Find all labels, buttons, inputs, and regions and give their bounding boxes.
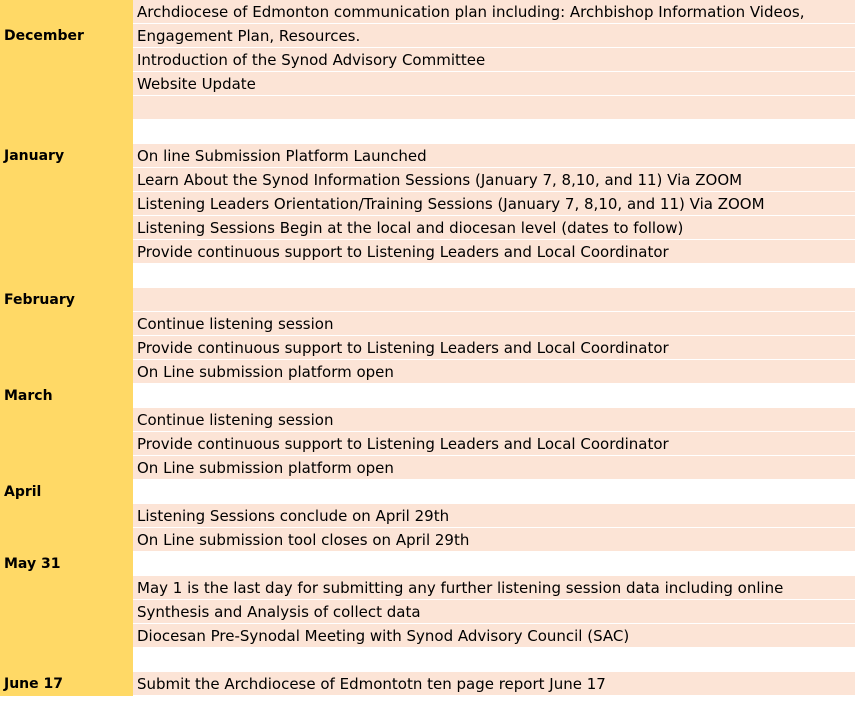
table-row bbox=[0, 456, 859, 480]
month-cell[interactable] bbox=[0, 600, 133, 624]
month-cell[interactable] bbox=[0, 336, 133, 360]
month-cell[interactable] bbox=[0, 96, 133, 120]
table-row bbox=[0, 528, 859, 552]
table-row bbox=[0, 72, 859, 96]
month-cell[interactable] bbox=[0, 216, 133, 240]
activity-text[interactable]: Provide continuous support to Listening Leaders and Local Coordinator bbox=[133, 240, 855, 264]
table-row bbox=[0, 360, 859, 384]
table-row bbox=[0, 240, 859, 264]
table-row bbox=[0, 264, 859, 288]
empty-cell[interactable] bbox=[133, 384, 855, 408]
activity-text[interactable]: On Line submission tool closes on April 29th bbox=[133, 528, 855, 552]
activity-text[interactable]: Continue listening session bbox=[133, 408, 855, 432]
month-cell[interactable] bbox=[0, 192, 133, 216]
month-cell[interactable] bbox=[0, 432, 133, 456]
activity-text[interactable]: On line Submission Platform Launched bbox=[133, 144, 855, 168]
activity-text[interactable]: Submit the Archdiocese of Edmontotn ten page report June 17 bbox=[133, 672, 855, 696]
month-label[interactable]: April bbox=[0, 480, 133, 504]
month-label[interactable]: May 31 bbox=[0, 552, 133, 576]
month-cell[interactable] bbox=[0, 264, 133, 288]
empty-cell[interactable] bbox=[133, 552, 855, 576]
table-row bbox=[0, 672, 859, 696]
table-row bbox=[0, 480, 859, 504]
activity-text[interactable]: Listening Sessions conclude on April 29th bbox=[133, 504, 855, 528]
table-row bbox=[0, 48, 859, 72]
month-cell[interactable] bbox=[0, 576, 133, 600]
month-cell[interactable] bbox=[0, 456, 133, 480]
month-cell[interactable] bbox=[0, 504, 133, 528]
empty-cell[interactable] bbox=[133, 96, 855, 120]
table-row bbox=[0, 168, 859, 192]
table-row bbox=[0, 624, 859, 648]
table-row bbox=[0, 216, 859, 240]
table-row bbox=[0, 288, 859, 312]
activity-text[interactable]: Listening Leaders Orientation/Training Sessions (January 7, 8,10, and 11) Via ZOOM bbox=[133, 192, 855, 216]
empty-cell[interactable] bbox=[133, 480, 855, 504]
month-cell[interactable] bbox=[0, 408, 133, 432]
month-cell[interactable] bbox=[0, 360, 133, 384]
activity-text[interactable]: Provide continuous support to Listening Leaders and Local Coordinator bbox=[133, 432, 855, 456]
month-label[interactable]: December bbox=[0, 24, 133, 48]
table-row bbox=[0, 504, 859, 528]
empty-cell[interactable] bbox=[133, 648, 855, 672]
table-row bbox=[0, 96, 859, 120]
table-row bbox=[0, 0, 859, 24]
activity-text[interactable]: May 1 is the last day for submitting any further listening session data including online bbox=[133, 576, 855, 600]
empty-cell[interactable] bbox=[133, 120, 855, 144]
empty-cell[interactable] bbox=[133, 264, 855, 288]
activity-text[interactable]: Provide continuous support to Listening Leaders and Local Coordinator bbox=[133, 336, 855, 360]
table-row bbox=[0, 312, 859, 336]
activity-text[interactable]: Website Update bbox=[133, 72, 855, 96]
month-cell[interactable] bbox=[0, 240, 133, 264]
table-row bbox=[0, 192, 859, 216]
month-label[interactable]: March bbox=[0, 384, 133, 408]
month-cell[interactable] bbox=[0, 48, 133, 72]
month-cell[interactable] bbox=[0, 648, 133, 672]
table-row bbox=[0, 120, 859, 144]
month-cell[interactable] bbox=[0, 624, 133, 648]
table-row bbox=[0, 576, 859, 600]
activity-text[interactable]: On Line submission platform open bbox=[133, 360, 855, 384]
table-row bbox=[0, 336, 859, 360]
activity-text[interactable]: Engagement Plan, Resources. bbox=[133, 24, 855, 48]
month-cell[interactable] bbox=[0, 528, 133, 552]
activity-text[interactable]: Synthesis and Analysis of collect data bbox=[133, 600, 855, 624]
month-label[interactable]: February bbox=[0, 288, 133, 312]
table-row bbox=[0, 384, 859, 408]
table-row bbox=[0, 408, 859, 432]
activity-text[interactable]: On Line submission platform open bbox=[133, 456, 855, 480]
table-row bbox=[0, 600, 859, 624]
month-label[interactable]: June 17 bbox=[0, 672, 133, 696]
month-cell[interactable] bbox=[0, 72, 133, 96]
month-cell[interactable] bbox=[0, 312, 133, 336]
activity-text[interactable]: Archdiocese of Edmonton communication plan including: Archbishop Information Videos, bbox=[133, 0, 855, 24]
activity-text[interactable]: Learn About the Synod Information Sessions (January 7, 8,10, and 11) Via ZOOM bbox=[133, 168, 855, 192]
month-cell[interactable] bbox=[0, 120, 133, 144]
month-cell[interactable] bbox=[0, 168, 133, 192]
table-row bbox=[0, 144, 859, 168]
activity-text[interactable]: Introduction of the Synod Advisory Committee bbox=[133, 48, 855, 72]
empty-cell[interactable] bbox=[133, 288, 855, 312]
month-label[interactable]: January bbox=[0, 144, 133, 168]
activity-text[interactable]: Continue listening session bbox=[133, 312, 855, 336]
month-cell[interactable] bbox=[0, 0, 133, 24]
activity-text[interactable]: Diocesan Pre-Synodal Meeting with Synod Advisory Council (SAC) bbox=[133, 624, 855, 648]
table-row bbox=[0, 432, 859, 456]
table-row bbox=[0, 648, 859, 672]
table-row bbox=[0, 24, 859, 48]
table-row bbox=[0, 552, 859, 576]
activity-text[interactable]: Listening Sessions Begin at the local and diocesan level (dates to follow) bbox=[133, 216, 855, 240]
